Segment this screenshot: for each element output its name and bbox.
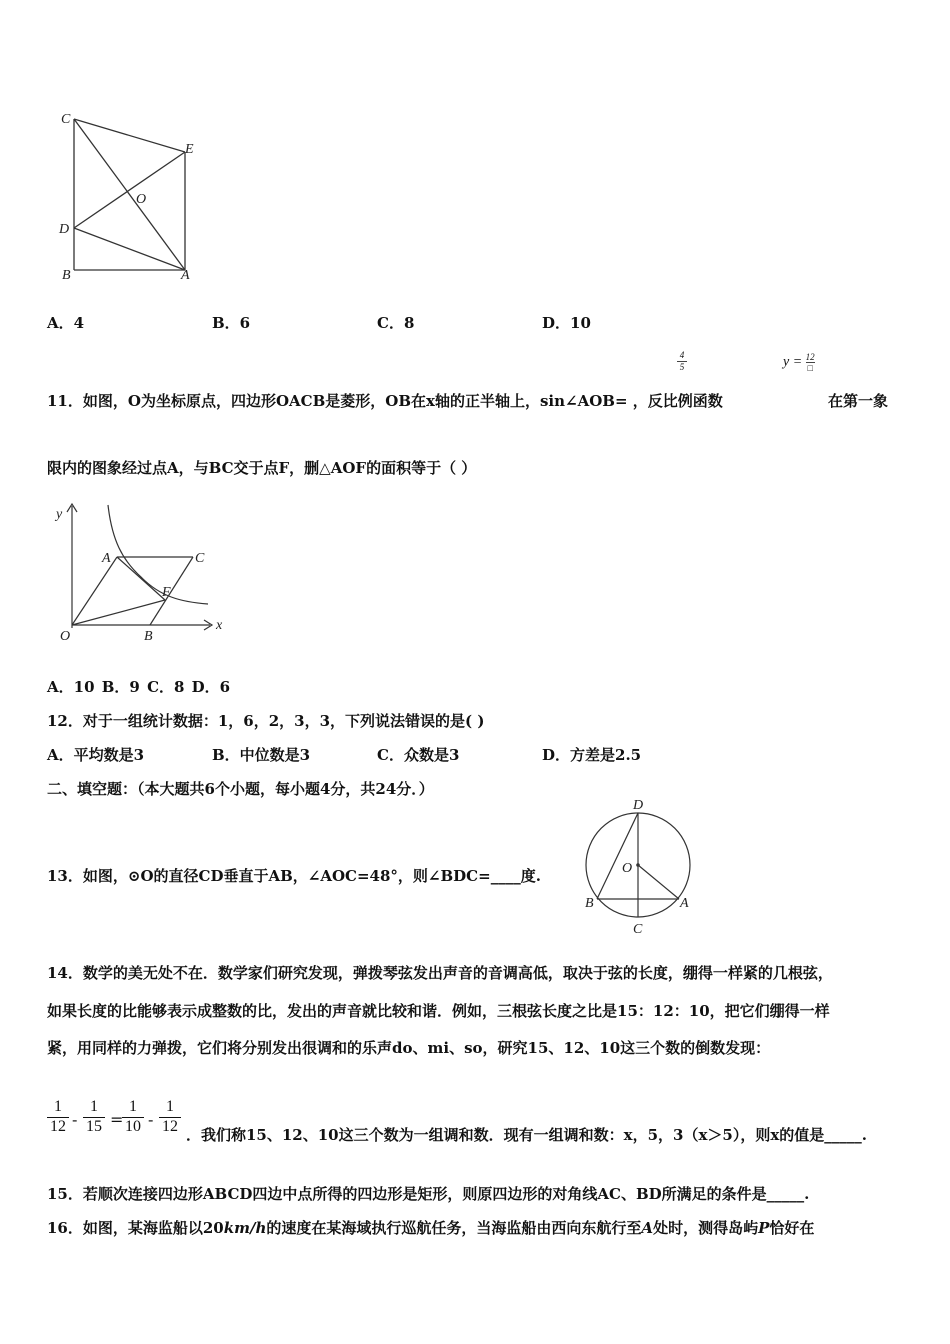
label-E: E [185,142,194,157]
fraction-1-15 [83,1098,105,1137]
frac-num: 1 [54,1098,62,1115]
segment-DE [74,152,185,228]
label-O: O [136,192,147,207]
fig11-label-F: F [162,585,171,600]
q16-point-a: A [641,1219,654,1237]
frac-num: 1 [166,1098,174,1115]
fig13-label-A: A [680,896,689,911]
q11-line2: 限内的图象经过点A，与BC交于点F，删△AOF的面积等于（ ） [47,459,477,477]
q10-option-b: B．6 [212,314,251,332]
segment-DA [74,228,185,270]
q10-option-c: C．8 [377,314,415,332]
section-fill-in-heading: 二、填空题：（本大题共6个小题，每小题4分，共24分．） [47,780,434,798]
frac-den: 10 [122,1117,144,1136]
op-minus-2: - [148,1110,154,1129]
center-dot [636,863,640,867]
fig11-label-B: B [144,629,153,644]
label-B: B [62,268,71,283]
label-A: A [181,268,190,283]
q14-line3: 紧，用同样的力弹拨，它们将分别发出很调和的乐声do、mi、so，研究15、12、10这三个数的倒数发现： [47,1039,771,1057]
q11-line1-end: 在第一象 [828,392,889,410]
q16-point-p: P [758,1219,770,1237]
op-equals: = [110,1110,124,1129]
q14-line2: 如果长度的比能够表示成整数的比，发出的声音就比较和谐．例如，三根弦长度之比是15：12：10，把它们绷得一样 [47,1002,830,1020]
frac-den: 12 [159,1117,181,1136]
segment-CA [74,119,185,270]
fig11-label-x: x [216,618,223,633]
function-formula [783,352,815,373]
q12-option-b: B．中位数是3 [212,746,311,764]
frac-num: 1 [129,1098,137,1115]
fig13-label-O: O [622,861,633,876]
fig11-label-C: C [195,551,205,566]
q16-post: 恰好在 [769,1219,815,1237]
q12-option-c: C．众数是3 [377,746,460,764]
fig13-label-B: B [585,896,594,911]
fig11-label-O: O [60,629,71,644]
fig11-label-A: A [102,551,111,566]
segment-OA [638,865,679,899]
fraction-1-12-second [159,1098,181,1137]
function-num: 12 [805,352,815,362]
q16-unit: km/h [223,1219,267,1237]
frac-den: 12 [47,1117,69,1136]
sin-fraction-den: 5 [677,361,687,373]
q16-mid: 的速度在某海域执行巡航任务，当海监船由西向东航行至 [266,1219,642,1237]
fig13-label-D: D [633,798,644,813]
sin-fraction-num: 4 [679,350,685,360]
fraction-1-12-first [47,1098,69,1137]
q13-text: 13．如图，⊙O的直径CD垂直于AB，∠AOC=48°，则∠BDC=____度. [47,867,541,885]
q12-stem: 12．对于一组统计数据：1，6，2，3，3，下列说法错误的是( ) [47,712,485,730]
q16-text [47,1217,814,1238]
q12-option-d: D．方差是2.5 [542,746,642,764]
q14-line4: ．我们称15、12、10这三个数为一组调和数．现有一组调和数：x，5，3（x＞5），则x的值是_____. [186,1126,867,1144]
frac-den: 15 [83,1117,105,1136]
sin-fraction [677,350,687,373]
q15-text: 15．若顺次连接四边形ABCD四边中点所得的四边形是矩形，则原四边形的对角线AC、BD所满足的条件是_____. [47,1185,810,1203]
op-minus-1: - [72,1110,78,1129]
q10-option-a: A．4 [47,314,85,332]
q10-option-d: D．10 [542,314,591,332]
hyperbola-curve [108,505,208,604]
function-left: y = [783,354,803,370]
frac-num: 1 [90,1098,98,1115]
fig11-label-y: y [56,507,63,522]
function-den: □ [807,363,813,373]
circle-figure [578,795,703,940]
label-D: D [59,222,70,237]
q14-line1: 14．数学的美无处不在．数学家们研究发现，弹拨琴弦发出声音的音调高低，取决于弦的长度，绷得一样紧的几根弦， [47,964,833,982]
fig13-label-C: C [633,922,643,937]
fraction-1-10 [122,1098,144,1137]
rhombus-figure [50,500,240,645]
q12-option-a: A．平均数是3 [47,746,145,764]
q16-pre: 16．如图，某海监船以20 [47,1219,224,1237]
q11-options: A．10 B．9 C．8 D．6 [47,678,231,696]
segment-AF [117,557,165,600]
label-C: C [61,112,71,127]
square-figure [55,105,215,290]
q16-mid2: 处时，测得岛屿 [653,1219,759,1237]
q11-line1: 11．如图，O为坐标原点，四边形OACB是菱形，OB在x轴的正半轴上，sin∠AOB= ，反比例函数 [47,392,723,410]
segment-CB [150,557,193,625]
segment-CE [74,119,185,152]
